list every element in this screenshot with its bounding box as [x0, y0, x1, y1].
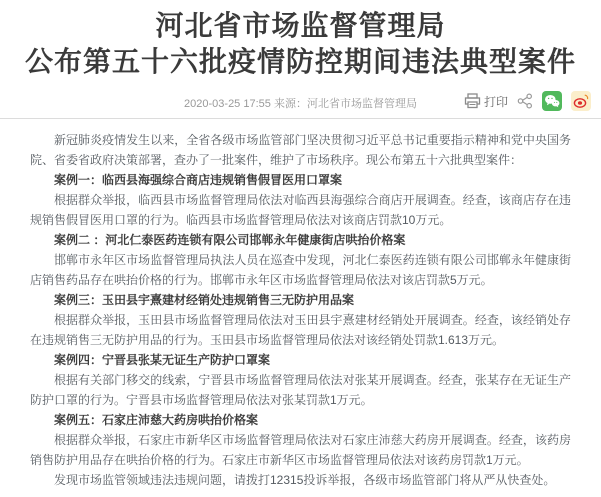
wechat-share-button[interactable]	[542, 91, 562, 111]
case-5-heading: 案例五：石家庄沛慈大药房哄抬价格案	[54, 413, 259, 427]
weibo-share-button[interactable]	[571, 91, 591, 111]
share-icon	[517, 93, 533, 109]
share-toolbar	[464, 91, 591, 111]
case-2-body: 邯郸市永年区市场监督管理局执法人员在巡查中发现，河北仁泰医药连锁有限公司邯郸永年健康街店销售药品存在哄抬价格的行为。邯郸市永年区市场监督管理局依法对该店罚款5万元。	[30, 253, 571, 287]
printer-icon	[464, 93, 481, 109]
wechat-icon	[544, 94, 560, 108]
article-title	[0, 8, 601, 80]
case-2-heading: 案例二 ：河北仁泰医药连锁有限公司邯郸永年健康街店哄抬价格案	[54, 233, 406, 247]
case-4-heading: 案例四：宁晋县张某无证生产防护口罩案	[54, 353, 271, 367]
intro-paragraph: 新冠肺炎疫情发生以来，全省各级市场监管部门坚决贯彻习近平总书记重要指示精神和党中央国务院、省委省政府决策部署，查办了一批案件，维护了市场秩序。现公布第五十六批典型案件：	[30, 133, 571, 167]
title-line-2: 公布第五十六批疫情防控期间违法典型案件	[24, 46, 576, 77]
print-label: 打印	[483, 94, 508, 109]
publish-datetime: 2020-03-25 17:55	[184, 98, 271, 110]
case-1-heading: 案例一：临西县海强综合商店违规销售假冒医用口罩案	[54, 173, 343, 187]
case-3-heading: 案例三：玉田县宇熹建材经销处违规销售三无防护用品案	[54, 293, 355, 307]
source-name: 河北省市场监督管理局	[306, 98, 417, 110]
article-header	[0, 0, 601, 119]
weibo-icon	[573, 93, 589, 109]
case-5-body: 根据群众举报，石家庄市新华区市场监督管理局依法对石家庄沛慈大药房开展调查。经查，该药房销售防护用品存在哄抬价格的行为。石家庄市新华区市场监督管理局依法对该药房罚款1万元。	[30, 433, 571, 467]
case-1-body: 根据群众举报，临西县市场监督管理局依法对临西县海强综合商店开展调查。经查，该商店存在违规销售假冒医用口罩的行为。临西县市场监督管理局依法对该商店罚款10万元。	[30, 193, 571, 227]
case-4-body: 根据有关部门移交的线索，宁晋县市场监督管理局依法对张某开展调查。经查，张某存在无证生产防护口罩的行为。宁晋县市场监督管理局依法对张某罚款1万元。	[30, 373, 571, 407]
meta-row	[0, 88, 601, 118]
print-button[interactable]	[464, 93, 508, 110]
case-3-body: 根据群众举报，玉田县市场监督管理局依法对玉田县宇熹建材经销处开展调查。经查，该经销处存在违规销售三无防护用品的行为。玉田县市场监督管理局依法对该经销处罚款1.613万元。	[30, 313, 571, 347]
source-label: 来源：	[273, 98, 307, 110]
title-line-1: 河北省市场监督管理局	[155, 10, 446, 41]
footer-notice: 发现市场监管领域违法违规问题，请拨打12315投诉举报，各级市场监管部门将从严从快查处。	[54, 473, 556, 487]
article-body	[0, 119, 601, 490]
share-button[interactable]	[517, 93, 533, 109]
